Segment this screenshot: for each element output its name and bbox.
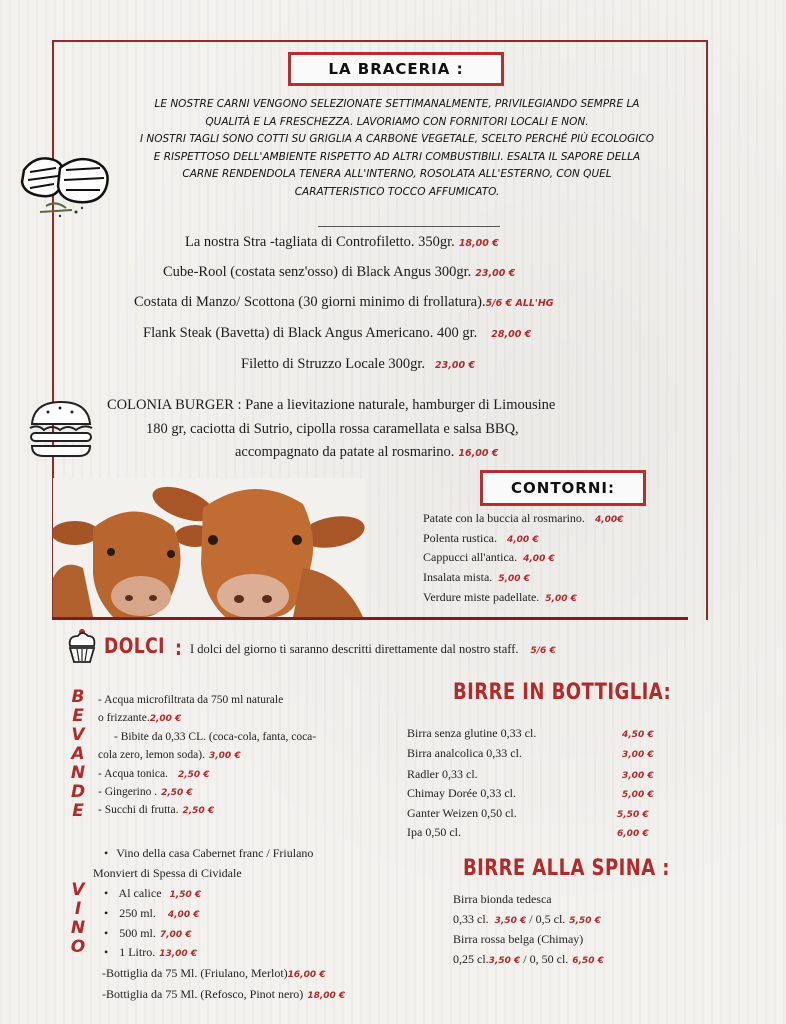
price: 4,00 € (506, 535, 539, 545)
birra-price: 5,50 € (617, 810, 649, 820)
contorno-item: Insalata mista. 5,00 € (423, 570, 530, 584)
intro-line: QUALITÀ E LA FRESCHEZZA. LAVORIAMO CON FORNITORI LOCALI E NON. (205, 115, 589, 128)
birra-name: Radler 0,33 cl. (407, 767, 478, 781)
meat-item: La nostra Stra -tagliata di Controfiletto. 350gr. 18,00 € (185, 234, 499, 250)
price: 4,00 € (523, 554, 555, 564)
dolci-colon: : (175, 636, 183, 660)
meat-item: Flank Steak (Bavetta) di Black Angus Americano. 400 gr. 28,00 € (143, 325, 532, 341)
price: 2,00 € (149, 714, 182, 724)
section-divider (52, 617, 688, 620)
price: 5/6 € ALL'HG (485, 298, 554, 309)
birra-name: Chimay Dorée 0,33 cl. (407, 786, 516, 800)
birra-bionda-prices: 0,33 cl. 3,50 € / 0,5 cl. 5,50 € (453, 912, 601, 926)
birre-bottiglia-title: BIRRE IN BOTTIGLIA: (453, 680, 672, 705)
vino-header: Monviert di Spessa di Cividale (93, 866, 242, 880)
burger-line: accompagnato da patate al rosmarino. 16,00 € (235, 444, 499, 460)
birra-price: 5,00 € (622, 790, 654, 800)
price: 1,50 € (169, 890, 202, 900)
bevanda-line: cola zero, lemon soda). 3,00 € (98, 749, 241, 761)
vino-item: • Al calice 1,50 € (104, 886, 201, 901)
birra-bionda: Birra bionda tedesca (453, 892, 552, 906)
contorno-item: Cappucci all'antica. 4,00 € (423, 550, 555, 564)
intro-rule (318, 226, 500, 227)
contorno-item: Verdure miste padellate. 5,00 € (423, 590, 577, 604)
birra-name: Ganter Weizen 0,50 cl. (407, 806, 517, 820)
bevande-vertical-label: B E V A N D E (70, 687, 86, 821)
bevanda-line: - Succhi di frutta. 2,50 € (98, 804, 215, 816)
price: 3,50 € (488, 956, 521, 966)
burger-line: COLONIA BURGER : Pane a lievitazione naturale, hamburger di Limousine (107, 397, 556, 413)
price: 28,00 € (491, 329, 532, 340)
braceria-title: LA BRACERIA : (288, 52, 504, 86)
birra-name: Birra analcolica 0,33 cl. (407, 746, 522, 760)
cupcake-icon (66, 626, 98, 666)
burger-icon (26, 398, 96, 460)
price: 18,00 € (307, 991, 346, 1001)
intro-line: CARNE RENDENDOLA TENERA ALL'INTERNO, ROSOLATA ALL'ESTERNO, CON QUEL (182, 168, 612, 180)
price: 13,00 € (159, 949, 198, 959)
price: 16,00 € (287, 970, 326, 980)
meat-item: Costata di Manzo/ Scottona (30 giorni minimo di frollatura).5/6 € ALL'HG (134, 294, 554, 310)
price: 16,00 € (458, 448, 499, 459)
intro-line: LE NOSTRE CARNI VENGONO SELEZIONATE SETTIMANALMENTE, PRIVILEGIANDO SEMPRE LA (154, 98, 640, 110)
bevanda-line: - Acqua microfiltrata da 750 ml naturale (98, 694, 284, 706)
bevanda-line: - Gingerino . 2,50 € (98, 786, 193, 798)
vino-item: • 1 Litro. 13,00 € (104, 945, 197, 960)
contorno-item: Patate con la buccia al rosmarino. 4,00€ (423, 511, 624, 525)
braceria-intro (112, 96, 682, 201)
price: 6,50 € (572, 956, 604, 966)
birra-name: Birra senza glutine 0,33 cl. (407, 726, 537, 740)
birra-price: 3,00 € (622, 750, 654, 760)
price: 4,00 € (167, 910, 200, 920)
vino-item: • 500 ml. 7,00 € (104, 926, 191, 941)
vino-item: • 250 ml. 4,00 € (104, 906, 199, 921)
price: 7,00 € (159, 930, 192, 940)
price: 5,00 € (545, 594, 577, 604)
price: 18,00 € (458, 238, 499, 249)
price: 3,00 € (208, 751, 241, 761)
contorni-title: CONTORNI: (480, 470, 646, 506)
price: 4,00€ (594, 515, 624, 525)
birra-name: Ipa 0,50 cl. (407, 825, 461, 839)
steak-icon (16, 150, 116, 230)
birra-price: 6,00 € (617, 829, 649, 839)
intro-line: I NOSTRI TAGLI SONO COTTI SU GRIGLIA A CARBONE VEGETALE, SCELTO PERCHÉ PIÙ ECOLOGICO (139, 133, 655, 145)
price: 5/6 € (530, 646, 556, 656)
birra-price: 3,00 € (622, 771, 654, 781)
dolci-text: I dolci del giorno ti saranno descritti direttamente dal nostro staff. 5/6 € (190, 642, 556, 656)
price: 23,00 € (435, 360, 476, 371)
price: 23,00 € (475, 268, 516, 279)
birra-rossa: Birra rossa belga (Chimay) (453, 932, 584, 946)
vino-header: • Vino della casa Cabernet franc / Friulano (104, 846, 313, 861)
bevanda-line: - Acqua tonica. 2,50 € (98, 768, 210, 780)
price: 2,50 € (182, 806, 215, 816)
vino-vertical-label: V I N O (70, 880, 86, 957)
birra-price: 4,50 € (622, 730, 654, 740)
meat-item: Cube-Rool (costata senz'osso) di Black Angus 300gr. 23,00 € (163, 264, 516, 280)
intro-line: CARATTERISTICO TOCCO AFFUMICATO. (294, 185, 500, 198)
price: 5,00 € (498, 574, 530, 584)
price: 3,50 € (494, 916, 527, 926)
intro-line: E RISPETTOSO DELL'AMBIENTE RISPETTO AD ALTRI COMBUSTIBILI. ESALTA IL SAPORE DELLA (153, 150, 641, 163)
bevanda-line: o frizzante.2,00 € (98, 712, 182, 724)
vino-bottle: -Bottiglia da 75 Ml. (Refosco, Pinot nero) 18,00 € (102, 987, 346, 1001)
price: 2,50 € (177, 770, 210, 780)
meat-item: Filetto di Struzzo Locale 300gr. 23,00 € (241, 356, 476, 372)
price: 2,50 € (161, 788, 193, 798)
burger-line: 180 gr, caciotta di Sutrio, cipolla rossa caramellata e salsa BBQ, (146, 421, 519, 437)
birra-rossa-prices: 0,25 cl.3,50 € / 0, 50 cl. 6,50 € (453, 952, 604, 966)
dolci-title: DOLCI (104, 634, 166, 658)
vino-bottle: -Bottiglia da 75 Ml. (Friulano, Merlot)16,00 € (102, 966, 326, 980)
birre-spina-title: BIRRE ALLA SPINA : (463, 856, 670, 881)
price: 5,50 € (569, 916, 601, 926)
cows-illustration (53, 478, 365, 617)
bevanda-line: - Bibite da 0,33 CL. (coca-cola, fanta, coca- (114, 731, 317, 743)
contorno-item: Polenta rustica. 4,00 € (423, 531, 539, 545)
